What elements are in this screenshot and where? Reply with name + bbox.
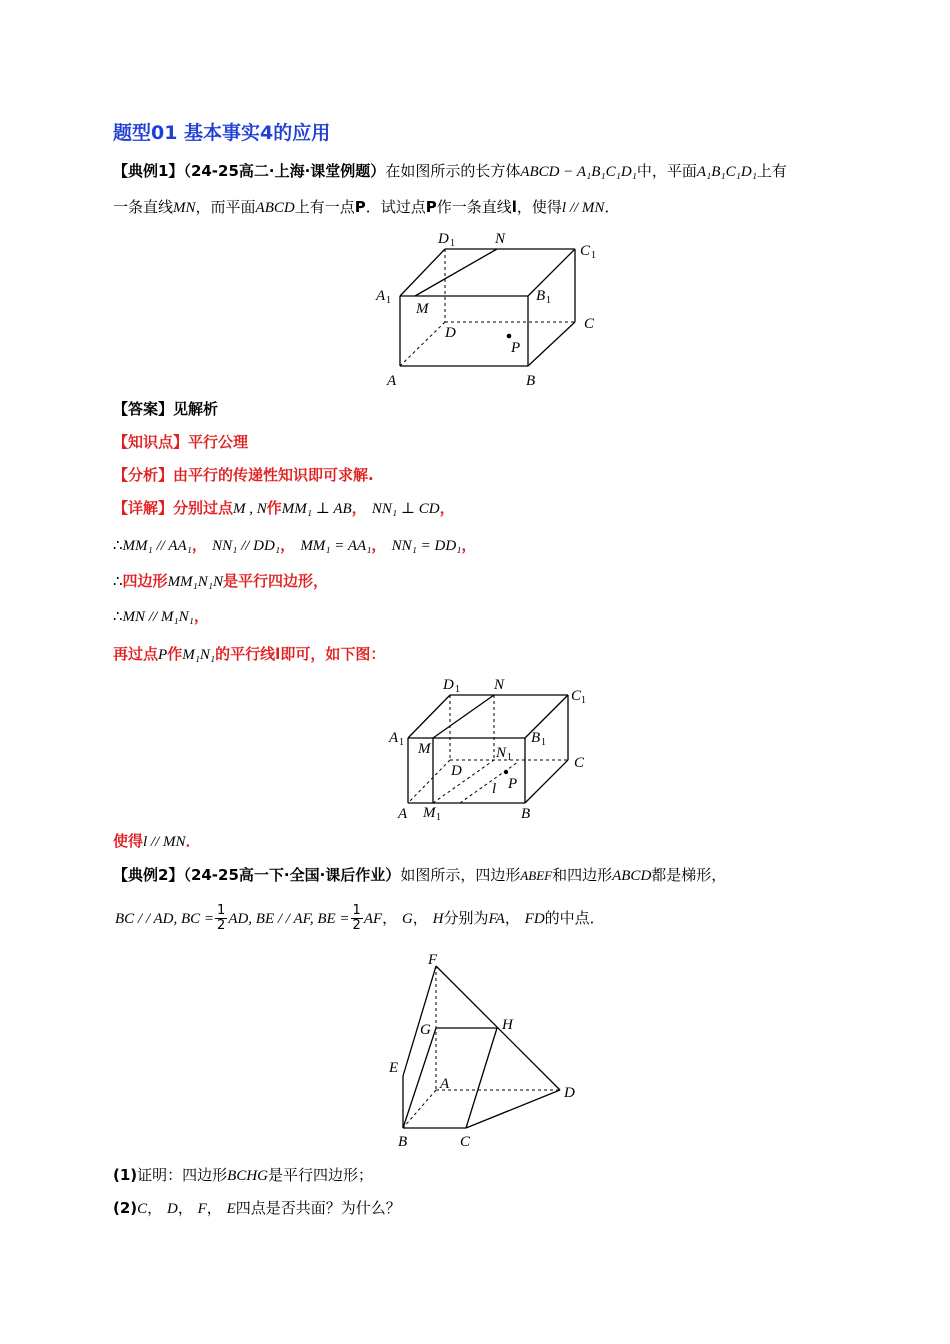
plane-name: A₁B₁C₁D₁ [696,164,757,180]
label-sub: 1 [450,238,455,249]
step3-line [113,570,328,593]
point-c: C [137,1201,148,1217]
points-mn: M , N [233,501,267,517]
label-d: D [451,763,462,779]
separator: ， [351,499,367,517]
line-l: l [511,198,517,216]
example2-tag: 【典例2】 [113,866,184,884]
point-h: H [432,911,444,927]
question-text: 是平行四边形； [268,1166,374,1184]
label-b: B [521,806,531,822]
question-2 [113,1197,401,1220]
example1-source: （24-25高二·上海·课堂例题） [183,162,386,180]
example2-text: 都是梯形， [651,866,727,884]
analysis-text: 由平行的传递性知识即可求解. [173,466,374,484]
frac-den: 2 [217,918,226,933]
fraction-half [215,904,227,933]
point-p: P [354,198,366,216]
expr: MM₁ // AA₁ [122,538,192,554]
segment-fd: FD [524,911,545,927]
label-sub: 1 [399,737,404,748]
step-text: 四边形 [122,572,168,590]
label-b: B [398,1134,408,1150]
question-number: (1) [113,1166,138,1184]
label-b: B [526,373,536,389]
label-d: D [445,325,456,341]
label-d: D [564,1085,575,1101]
label-b1: B [531,730,541,746]
expr: MN // M₁N₁ [122,609,194,625]
label-a: A [398,806,408,822]
step2-line [113,534,476,557]
label-c: C [460,1134,471,1150]
example1-text: 中，平面 [636,162,697,180]
conclusion-text: 使得 [113,832,144,850]
label-c: C [574,755,585,771]
label-m1: M [423,805,436,821]
perp-expr-1: MM₁ ⊥ AB [281,501,352,517]
label-e: E [389,1060,399,1076]
label-b1: B [536,288,546,304]
example1-text: 上有 [756,162,787,180]
cuboid-figure-2 [385,675,600,825]
trapezoid-figure [380,945,590,1155]
separator: ， [147,1199,163,1217]
detail-text: 作 [266,499,282,517]
example1-text: ． [604,198,620,216]
example1-text: 在如图所示的长方体 [385,162,521,180]
condition-expr: AD, BE / / AF, BE = [228,911,350,927]
label-d1: D [443,677,454,693]
analysis-line [113,464,374,486]
separator: ， [412,909,428,927]
detail-line [113,497,455,520]
step-text: 是平行四边形， [223,572,329,590]
knowledge-text: 平行公理 [188,433,249,451]
example2-text: 如图所示，四边形 [400,866,521,884]
line-l: l [275,645,281,663]
answer-text: 见解析 [173,400,219,418]
therefore-symbol: ∴ [113,574,123,590]
cuboid-figure-1 [370,222,610,392]
separator: ， [177,1199,193,1217]
separator: ， [382,909,398,927]
point-p: P [425,198,437,216]
label-sub: 1 [581,695,586,706]
example1-line1 [113,160,787,183]
line-mn: MN [173,200,196,216]
perp-expr-2: NN₁ ⊥ CD [371,501,440,517]
answer-line [113,398,218,420]
expr: l // MN [143,834,186,850]
label-n: N [494,677,505,693]
segment-m1n1: M₁N₁ [182,647,216,663]
label-p: P [508,776,518,792]
example1-text: ，而平面 [195,198,256,216]
example2-line2 [115,901,605,936]
segment-fa: FA [488,911,505,927]
question-text: 证明：四边形 [137,1166,228,1184]
separator: ， [461,536,477,554]
label-sub: 1 [436,812,441,823]
knowledge-line [113,431,248,453]
point-p: P [158,647,168,663]
example1-tag: 【典例1】 [113,162,184,180]
label-c1: C [571,688,582,704]
label-sub: 1 [546,295,551,306]
question-number: (2) [113,1199,138,1217]
section-title: 题型01 基本事实4的应用 [113,122,331,144]
label-l: l [492,781,497,797]
example1-line2 [113,196,619,219]
expr: NN₁ = DD₁ [391,538,462,554]
expr: NN₁ // DD₁ [212,538,281,554]
condition-expr: AF [363,911,383,927]
separator: ． [185,832,201,850]
example1-text: 上有一点 [294,198,355,216]
step-text: 再过点 [113,645,159,663]
example1-text: 作一条直线 [436,198,512,216]
question-text: 四点是否共面？为什么？ [235,1199,401,1217]
frac-num: 1 [217,903,226,918]
step-text: 的平行线 [215,645,276,663]
label-a1: A [376,288,386,304]
parallel-expr: l // MN [561,200,605,216]
label-c: C [584,316,595,332]
expr: MM₁ = AA₁ [300,538,372,554]
label-sub: 1 [386,295,391,306]
label-p: P [511,340,521,356]
point-e: E [226,1201,236,1217]
analysis-tag: 【分析】 [113,466,174,484]
answer-tag: 【答案】 [113,400,174,418]
knowledge-tag: 【知识点】 [113,433,189,451]
label-sub: 1 [591,250,596,261]
question-1 [113,1164,373,1187]
quad-name: MM₁N₁N [167,574,223,590]
detail-tag: 【详解】 [113,499,174,517]
quad-bchg: BCHG [227,1168,269,1184]
label-sub: 1 [507,752,512,763]
separator: ， [193,607,209,625]
label-c1: C [580,243,591,259]
example2-line1 [113,864,726,887]
label-f: F [428,952,438,968]
example1-text: ，使得 [516,198,562,216]
quad-abef: ABEF [520,868,553,883]
frac-den: 2 [352,918,361,933]
label-h: H [502,1017,513,1033]
label-a1: A [389,730,399,746]
therefore-symbol: ∴ [113,609,123,625]
separator: ， [191,536,207,554]
quad-abcd: ABCD [612,868,652,884]
step-text: 即可，如下图： [280,645,386,663]
condition-expr: BC / / AD, BC = [115,911,215,927]
separator: ， [371,536,387,554]
example1-text: ．试过点 [365,198,426,216]
label-a: A [387,373,397,389]
conclusion-line [113,830,201,853]
therefore-symbol: ∴ [113,538,123,554]
separator: ， [280,536,296,554]
plane-abcd: ABCD [255,200,295,216]
box-name: ABCD − A₁B₁C₁D₁ [520,164,637,180]
step4-line [113,605,209,628]
detail-text: 分别过点 [173,499,234,517]
label-n1: N [496,745,507,761]
example2-text: 的中点． [544,909,605,927]
point-f: F [197,1201,207,1217]
step-text: 作 [167,645,183,663]
frac-num: 1 [352,903,361,918]
separator: ， [504,909,520,927]
separator: ， [439,499,455,517]
label-m: M [418,741,431,757]
step5-line [113,643,385,666]
fraction-half [351,904,363,933]
label-sub: 1 [541,737,546,748]
example2-text: 和四边形 [552,866,613,884]
label-sub: 1 [455,684,460,695]
label-a: A [440,1076,450,1092]
example1-text: 一条直线 [113,198,174,216]
example2-source: （24-25高一下·全国·课后作业） [183,866,401,884]
label-m: M [416,301,429,317]
point-d: D [166,1201,178,1217]
point-g: G [401,911,413,927]
label-g: G [420,1022,431,1038]
label-n: N [495,231,506,247]
label-d1: D [438,231,449,247]
example2-text: 分别为 [443,909,489,927]
separator: ， [206,1199,222,1217]
